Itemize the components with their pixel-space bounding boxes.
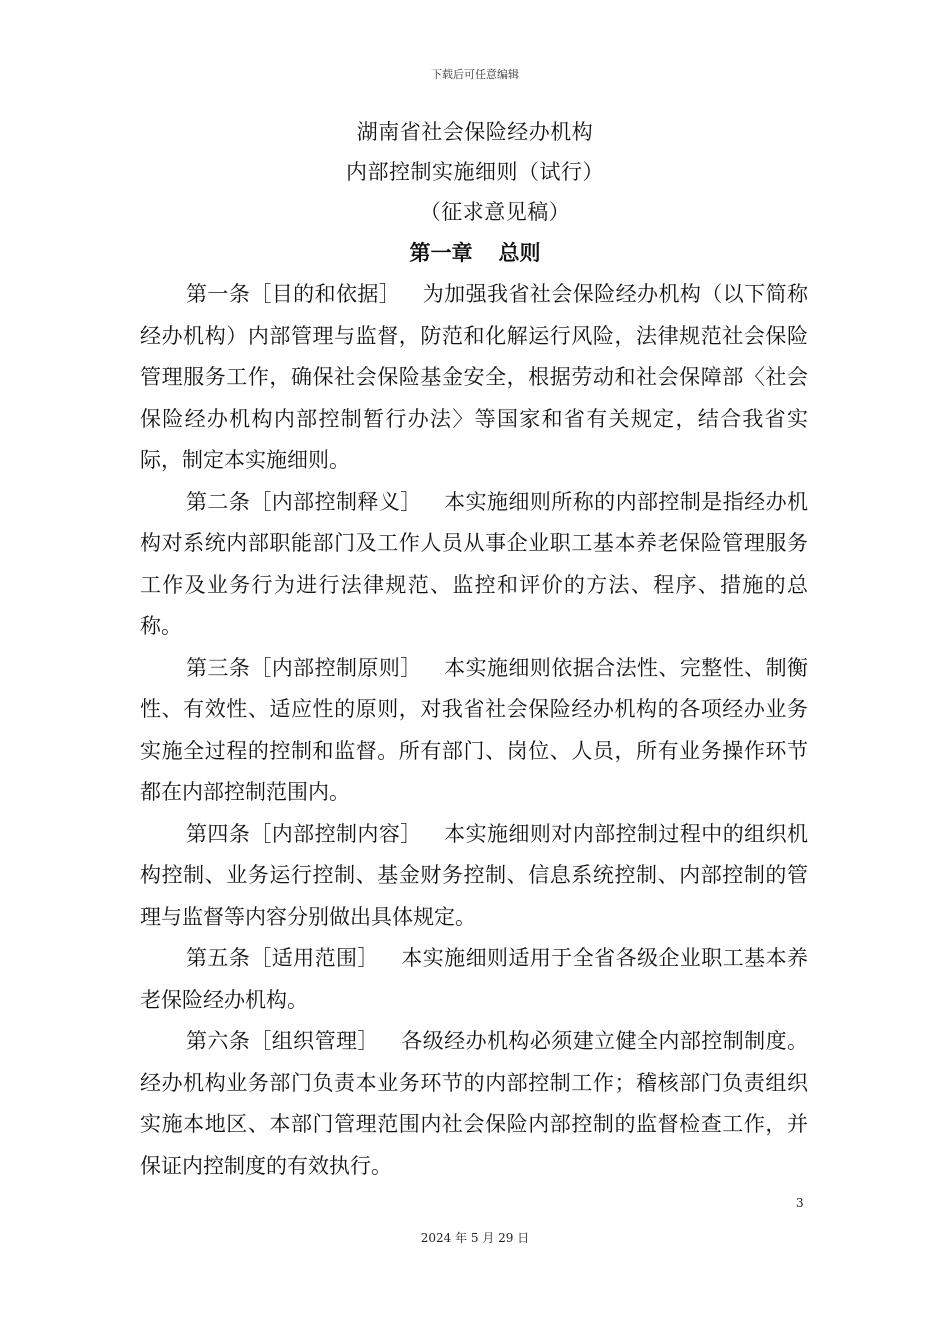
article-2-heading: 第二条［内部控制释义］ xyxy=(186,489,422,514)
chapter-number: 第一章 xyxy=(409,241,473,265)
title-line-2: 内部控制实施细则（试行） xyxy=(346,160,604,184)
article-2-text: 本实施细则所称的内部控制是指经办机构对系统内部职能部门及工作人员从事企业职工基本养老保险管理服务工作及业务行为进行法律规范、监控和评价的方法、程序、措施的总称。 xyxy=(140,489,809,638)
article-5 xyxy=(140,938,808,1021)
document-title xyxy=(0,112,950,232)
article-1-text: 为加强我省社会保险经办机构（以下简称经办机构）内部管理与监督，防范和化解运行风险，法律规范社会保险管理服务工作，确保社会保险基金安全，根据劳动和社会保障部〈社会保险经办机构内部控制暂行办法〉等国家和省有关规定，结合我省实际，制定本实施细则。 xyxy=(140,282,809,472)
title-line-1: 湖南省社会保险经办机构 xyxy=(356,120,594,144)
chapter-name: 总则 xyxy=(498,241,541,265)
document-body xyxy=(140,274,808,1187)
header-note: 下载后可任意编辑 xyxy=(431,68,519,81)
article-3 xyxy=(140,648,808,814)
article-6 xyxy=(140,1021,808,1187)
article-3-heading: 第三条［内部控制原则］ xyxy=(186,655,422,680)
footer-date: 2024 年 5 月 29 日 xyxy=(420,1231,530,1245)
page-number: 3 xyxy=(796,1196,804,1210)
title-line-3: （征求意见稿） xyxy=(419,200,571,224)
article-2 xyxy=(140,482,808,648)
article-6-heading: 第六条［组织管理］ xyxy=(186,1029,379,1053)
article-4 xyxy=(140,814,808,939)
chapter-heading xyxy=(0,236,950,270)
article-6-text: 各级经办机构必须建立健全内部控制制度。经办机构业务部门负责本业务环节的内部控制工作；稽核部门负责组织实施本地区、本部门管理范围内社会保险内部控制的监督检查工作，并保证内控制度的有效执行。 xyxy=(140,1029,809,1178)
article-5-text: 本实施细则适用于全省各级企业职工基本养老保险经办机构。 xyxy=(140,946,809,1012)
article-1 xyxy=(140,274,808,482)
article-4-text: 本实施细则对内部控制过程中的组织机构控制、业务运行控制、基金财务控制、信息系统控制、内部控制的管理与监督等内容分别做出具体规定。 xyxy=(140,821,809,929)
article-1-heading: 第一条［目的和依据］ xyxy=(186,282,401,306)
article-5-heading: 第五条［适用范围］ xyxy=(186,946,379,970)
article-4-heading: 第四条［内部控制内容］ xyxy=(186,821,422,846)
article-3-text: 本实施细则依据合法性、完整性、制衡性、有效性、适应性的原则，对我省社会保险经办机构的各项经办业务实施全过程的控制和监督。所有部门、岗位、人员，所有业务操作环节都在内部控制范围内。 xyxy=(140,655,809,804)
